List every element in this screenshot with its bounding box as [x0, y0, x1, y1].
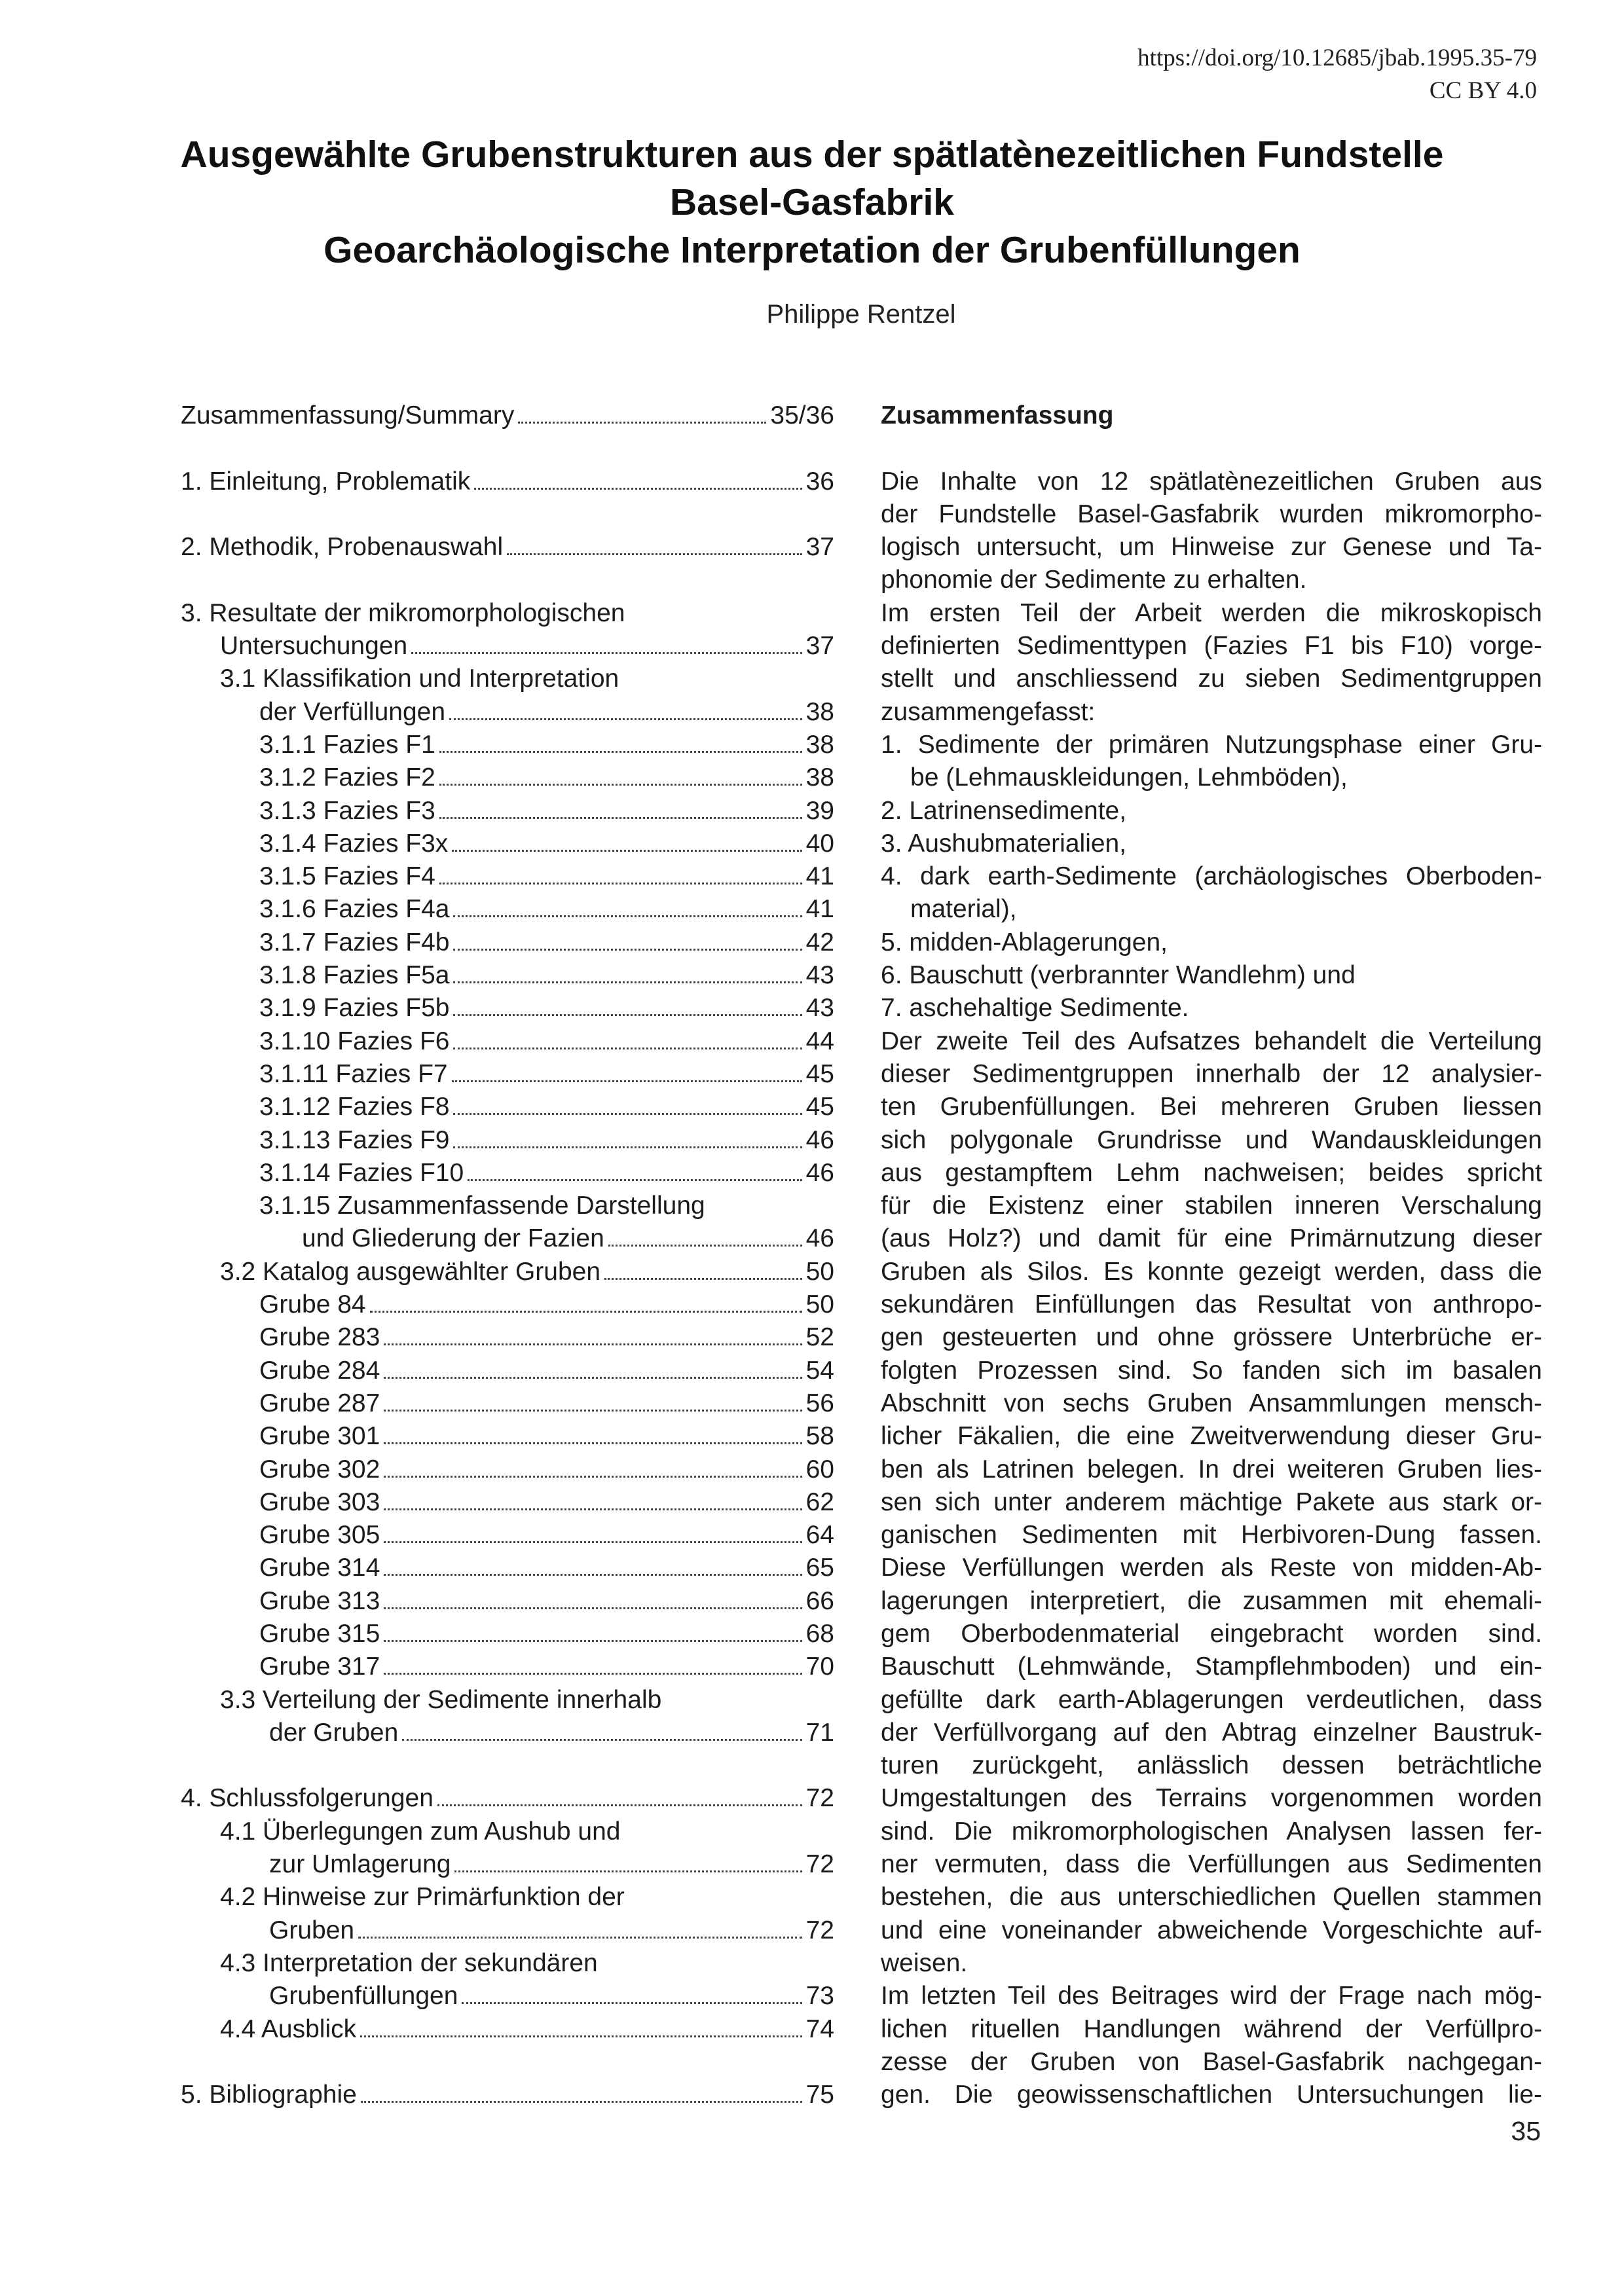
abstract-line: dieser Sedimentgruppen innerhalb der 12 analysier-: [881, 1059, 1542, 1088]
toc-entry-fazies[interactable]: [181, 795, 834, 828]
toc-entry-grube[interactable]: [181, 1387, 834, 1420]
title-line-2: Basel-Gasfabrik: [669, 181, 955, 223]
toc-entry-4-3-line1[interactable]: 4.3 Interpretation der sekundären: [220, 1948, 598, 1977]
toc-label: Grube 302: [259, 1455, 380, 1484]
toc-page: 39: [805, 796, 834, 825]
toc-page: 75: [805, 2081, 834, 2109]
toc-page: 65: [805, 1554, 834, 1582]
abstract-line: Diese Verfüllungen werden als Reste von midden-Ab-: [881, 1554, 1542, 1582]
title-line-3: Geoarchäologische Interpretation der Grubenfüllungen: [323, 229, 1301, 271]
toc-label: 3.1.10 Fazies F6: [259, 1027, 450, 1055]
toc-entry-grube[interactable]: [181, 1618, 834, 1650]
abstract-line: 5. midden-Ablagerungen,: [881, 928, 1168, 957]
toc-entry-fazies[interactable]: [181, 992, 834, 1025]
toc-page: 38: [805, 730, 834, 759]
toc-entry-grube[interactable]: [181, 1355, 834, 1387]
abstract-line: ben als Latrinen belegen. In drei weiteren Gruben lies-: [881, 1455, 1542, 1484]
toc-fazies-list: [181, 729, 834, 1190]
toc-label: 3.1.12 Fazies F8: [259, 1093, 450, 1121]
toc-entry-fazies[interactable]: [181, 1091, 834, 1123]
page-number: 35: [1511, 2116, 1541, 2146]
abstract-line: phonomie der Sedimente zu erhalten.: [881, 566, 1307, 594]
toc-entry-4-1-line1[interactable]: 4.1 Überlegungen zum Aushub und: [220, 1817, 621, 1846]
toc-page: 38: [805, 763, 834, 792]
toc-entry-fazies[interactable]: [181, 926, 834, 959]
abstract-line: 4. dark earth-Sedimente (archäologisches Oberboden-: [881, 862, 1542, 891]
abstract-body: [881, 465, 1542, 2112]
toc-entry-fazies[interactable]: [181, 1157, 834, 1190]
toc-page: 72: [805, 1784, 834, 1813]
abstract-column: [881, 399, 1542, 2111]
abstract-line: der Verfüllvorgang auf den Abtrag einzelner Baustruk-: [881, 1718, 1542, 1747]
toc-label: 3.1.4 Fazies F3x: [259, 829, 449, 858]
abstract-line: gen. Die geowissenschaftlichen Untersuchungen lie-: [881, 2081, 1542, 2109]
toc-label: Grube 284: [259, 1356, 380, 1385]
abstract-line: Der zweite Teil des Aufsatzes behandelt die Verteilung: [881, 1027, 1542, 1055]
toc-entry-4-1[interactable]: [181, 1848, 834, 1881]
toc-page: 35/36: [770, 401, 834, 429]
toc-label: 2. Methodik, Probenauswahl: [181, 533, 504, 562]
toc-page: 74: [805, 2014, 834, 2043]
abstract-line: Gruben als Silos. Es konnte gezeigt werden, dass die: [881, 1257, 1542, 1286]
abstract-line: und eine voneinander abweichende Vorgeschichte auf-: [881, 1916, 1542, 1944]
toc-label: Zusammenfassung/Summary: [181, 401, 515, 429]
toc-page: 46: [805, 1125, 834, 1154]
toc-label: Grubenfüllungen: [269, 1982, 458, 2011]
abstract-line: 7. aschehaltige Sedimente.: [881, 994, 1189, 1023]
toc-page: 72: [805, 1916, 834, 1944]
abstract-line: sind. Die mikromorphologischen Analysen lassen fer-: [881, 1817, 1542, 1846]
toc-label: Grube 313: [259, 1586, 380, 1615]
toc-entry-grube[interactable]: [181, 1585, 834, 1618]
abstract-line: definierten Sedimenttypen (Fazies F1 bis F10) vorge-: [881, 632, 1542, 661]
abstract-line: 6. Bauschutt (verbrannter Wandlehm) und: [881, 961, 1356, 990]
toc-page: 50: [805, 1290, 834, 1319]
doi-header: [1137, 42, 1537, 107]
article-title: [131, 131, 1493, 274]
abstract-line: be (Lehmauskleidungen, Lehmböden),: [910, 763, 1348, 792]
abstract-line: aus gestampftem Lehm nachweisen; beides spricht: [881, 1158, 1542, 1187]
toc-entry-3-1-15[interactable]: [181, 1222, 834, 1255]
toc-label: zur Umlagerung: [269, 1850, 451, 1879]
toc-page: 68: [805, 1619, 834, 1648]
toc-label: 3.1.13 Fazies F9: [259, 1125, 450, 1154]
abstract-line: Abschnitt von sechs Gruben Ansammlungen mensch-: [881, 1389, 1542, 1417]
doi-link[interactable]: https://doi.org/10.12685/jbab.1995.35-79: [1137, 45, 1537, 71]
toc-label: Grube 287: [259, 1389, 380, 1417]
toc-page: 37: [805, 632, 834, 661]
toc-page: 62: [805, 1487, 834, 1516]
toc-label: Grube 305: [259, 1521, 380, 1550]
toc-label: 3.1.14 Fazies F10: [259, 1158, 464, 1187]
abstract-line: lichen rituellen Handlungen während der Verfüllpro-: [881, 2014, 1542, 2043]
toc-entry-fazies[interactable]: [181, 729, 834, 761]
toc-entry-4-4[interactable]: [181, 2013, 834, 2046]
toc-label: Grube 314: [259, 1554, 380, 1582]
toc-entry-4-3[interactable]: [181, 1980, 834, 2013]
abstract-line: Die Inhalte von 12 spätlatènezeitlichen Gruben aus: [881, 467, 1542, 496]
toc-page: 72: [805, 1850, 834, 1879]
toc-entry-5[interactable]: [181, 2079, 834, 2111]
toc-page: 45: [805, 1059, 834, 1088]
toc-entry-4-2-line1[interactable]: 4.2 Hinweise zur Primärfunktion der: [220, 1883, 625, 1912]
abstract-line: material),: [910, 895, 1017, 924]
toc-page: 46: [805, 1158, 834, 1187]
table-of-contents: [181, 399, 834, 2111]
toc-label: Grube 303: [259, 1487, 380, 1516]
toc-entry-fazies[interactable]: [181, 959, 834, 992]
toc-page: 52: [805, 1323, 834, 1352]
abstract-line: logisch untersucht, um Hinweise zur Genese und Ta-: [881, 533, 1542, 562]
toc-page: 46: [805, 1224, 834, 1253]
toc-entry-4[interactable]: [181, 1782, 834, 1815]
toc-entry-3-1[interactable]: [181, 696, 834, 729]
abstract-line: gen gesteuerten und ohne grössere Unterbrüche er-: [881, 1323, 1542, 1352]
toc-entry-fazies[interactable]: [181, 1124, 834, 1157]
toc-page: 60: [805, 1455, 834, 1484]
abstract-line: für die Existenz einer stabilen inneren Verschalung: [881, 1192, 1542, 1220]
toc-label: 3.1.5 Fazies F4: [259, 862, 435, 891]
toc-label: 3.1.9 Fazies F5b: [259, 994, 450, 1023]
abstract-line: Im ersten Teil der Arbeit werden die mikroskopisch: [881, 598, 1542, 627]
toc-entry-fazies[interactable]: [181, 893, 834, 926]
title-line-1: Ausgewählte Grubenstrukturen aus der spätlatènezeitlichen Fundstelle: [180, 134, 1444, 175]
abstract-line: sich polygonale Grundrisse und Wandauskleidungen: [881, 1125, 1542, 1154]
toc-entry-3-1-15-line1[interactable]: 3.1.15 Zusammenfassende Darstellung: [259, 1192, 705, 1220]
toc-gruben-list: [181, 1288, 834, 1684]
toc-label: 3.2 Katalog ausgewählter Gruben: [220, 1257, 601, 1286]
toc-entry-3-3-line1[interactable]: 3.3 Verteilung der Sedimente innerhalb: [220, 1685, 662, 1714]
toc-entry-grube[interactable]: [181, 1519, 834, 1552]
toc-label: Grube 301: [259, 1422, 380, 1451]
toc-page: 41: [805, 862, 834, 891]
author-name: Philippe Rentzel: [766, 300, 956, 329]
abstract-line: lagerungen interpretiert, die zusammen mit ehemali-: [881, 1586, 1542, 1615]
abstract-line: sen sich unter anderem mächtige Pakete aus stark or-: [881, 1487, 1542, 1516]
toc-label: Grube 317: [259, 1652, 380, 1681]
toc-page: 56: [805, 1389, 834, 1417]
abstract-line: zusammengefasst:: [881, 697, 1096, 726]
toc-page: 42: [805, 928, 834, 957]
abstract-line: Im letzten Teil des Beitrages wird der Frage nach mög-: [881, 1982, 1542, 2011]
toc-page: 66: [805, 1586, 834, 1615]
toc-entry-grube[interactable]: [181, 1420, 834, 1453]
abstract-heading: Zusammenfassung: [881, 401, 1114, 429]
toc-label: 3.1.3 Fazies F3: [259, 796, 435, 825]
toc-entry-summary[interactable]: [181, 399, 834, 432]
abstract-line: sekundären Einfüllungen das Resultat von anthropo-: [881, 1290, 1542, 1319]
toc-entry-fazies[interactable]: [181, 828, 834, 860]
abstract-line: Bauschutt (Lehmwände, Stampflehmboden) und ein-: [881, 1652, 1542, 1681]
abstract-line: gefüllte dark earth-Ablagerungen verdeutlichen, dass: [881, 1685, 1542, 1714]
toc-entry-grube[interactable]: [181, 1486, 834, 1519]
toc-entry-fazies[interactable]: [181, 761, 834, 794]
abstract-line: licher Fäkalien, die eine Zweitverwendung dieser Gru-: [881, 1422, 1542, 1451]
toc-page: 44: [805, 1027, 834, 1055]
toc-entry-3-line1[interactable]: 3. Resultate der mikromorphologischen: [181, 598, 625, 627]
toc-label: der Gruben: [269, 1718, 399, 1747]
toc-label: Grube 84: [259, 1290, 366, 1319]
toc-page: 38: [805, 697, 834, 726]
toc-label: 1. Einleitung, Problematik: [181, 467, 471, 496]
toc-label: 3.1.2 Fazies F2: [259, 763, 435, 792]
toc-page: 40: [805, 829, 834, 858]
toc-page: 43: [805, 994, 834, 1023]
toc-label: Grube 315: [259, 1619, 380, 1648]
toc-label: 5. Bibliographie: [181, 2081, 357, 2109]
toc-label: 3.1.6 Fazies F4a: [259, 895, 450, 924]
toc-label: Gruben: [269, 1916, 355, 1944]
toc-label: 4. Schlussfolgerungen: [181, 1784, 434, 1813]
abstract-line: 2. Latrinensedimente,: [881, 796, 1127, 825]
abstract-line: stellt und anschliessend zu sieben Sedimentgruppen: [881, 665, 1542, 693]
toc-label: Grube 283: [259, 1323, 380, 1352]
toc-entry-grube[interactable]: [181, 1288, 834, 1321]
toc-label: 3.1.8 Fazies F5a: [259, 961, 450, 990]
toc-entry-2[interactable]: [181, 531, 834, 564]
toc-entry-4-2[interactable]: [181, 1914, 834, 1947]
toc-entry-grube[interactable]: [181, 1650, 834, 1683]
toc-entry-fazies[interactable]: [181, 1025, 834, 1058]
toc-label: 3.1.7 Fazies F4b: [259, 928, 450, 957]
toc-label: 3.1.11 Fazies F7: [259, 1059, 448, 1088]
abstract-line: Umgestaltungen des Terrains vorgenommen worden: [881, 1784, 1542, 1813]
toc-entry-grube[interactable]: [181, 1453, 834, 1486]
toc-entry-fazies[interactable]: [181, 860, 834, 893]
abstract-line: ner vermuten, dass die Verfüllungen aus Sedimenten: [881, 1850, 1542, 1879]
toc-page: 43: [805, 961, 834, 990]
toc-page: 50: [805, 1257, 834, 1286]
toc-page: 36: [805, 467, 834, 496]
toc-page: 58: [805, 1422, 834, 1451]
toc-entry-1[interactable]: [181, 465, 834, 498]
toc-page: 71: [805, 1718, 834, 1747]
abstract-line: ganischen Sedimenten mit Herbivoren-Dung fassen.: [881, 1521, 1542, 1550]
abstract-line: gem Oberbodenmaterial eingebracht worden sind.: [881, 1619, 1542, 1648]
abstract-line: ten Grubenfüllungen. Bei mehreren Gruben liessen: [881, 1093, 1542, 1121]
abstract-line: der Fundstelle Basel-Gasfabrik wurden mikromorpho-: [881, 500, 1542, 528]
toc-label: 4.4 Ausblick: [220, 2014, 357, 2043]
abstract-line: 3. Aushubmaterialien,: [881, 829, 1127, 858]
abstract-line: (aus Holz?) und damit für eine Primärnutzung dieser: [881, 1224, 1542, 1253]
toc-entry-3-2[interactable]: [181, 1256, 834, 1288]
toc-label: Untersuchungen: [220, 632, 408, 661]
toc-entry-grube[interactable]: [181, 1552, 834, 1584]
toc-page: 37: [805, 533, 834, 562]
abstract-line: bestehen, die aus unterschiedlichen Quellen stammen: [881, 1883, 1542, 1912]
license-label: CC BY 4.0: [1429, 77, 1537, 104]
toc-entry-3-1-line1[interactable]: 3.1 Klassifikation und Interpretation: [220, 665, 619, 693]
toc-entry-fazies[interactable]: [181, 1058, 834, 1091]
abstract-line: folgten Prozessen sind. So fanden sich im basalen: [881, 1356, 1542, 1385]
toc-label: der Verfüllungen: [259, 697, 446, 726]
abstract-line: 1. Sedimente der primären Nutzungsphase einer Gru-: [881, 730, 1542, 759]
toc-page: 64: [805, 1521, 834, 1550]
abstract-line: turen zurückgeht, anlässlich dessen beträchtliche: [881, 1751, 1542, 1780]
toc-entry-3-3[interactable]: [181, 1717, 834, 1749]
toc-entry-grube[interactable]: [181, 1321, 834, 1354]
toc-page: 70: [805, 1652, 834, 1681]
toc-page: 54: [805, 1356, 834, 1385]
toc-page: 41: [805, 895, 834, 924]
abstract-line: weisen.: [881, 1948, 968, 1977]
toc-entry-3[interactable]: [181, 630, 834, 663]
toc-label: 3.1.1 Fazies F1: [259, 730, 435, 759]
toc-page: 45: [805, 1093, 834, 1121]
abstract-line: zesse der Gruben von Basel-Gasfabrik nachgegan-: [881, 2047, 1542, 2076]
toc-page: 73: [805, 1982, 834, 2011]
toc-label: und Gliederung der Fazien: [302, 1224, 604, 1253]
